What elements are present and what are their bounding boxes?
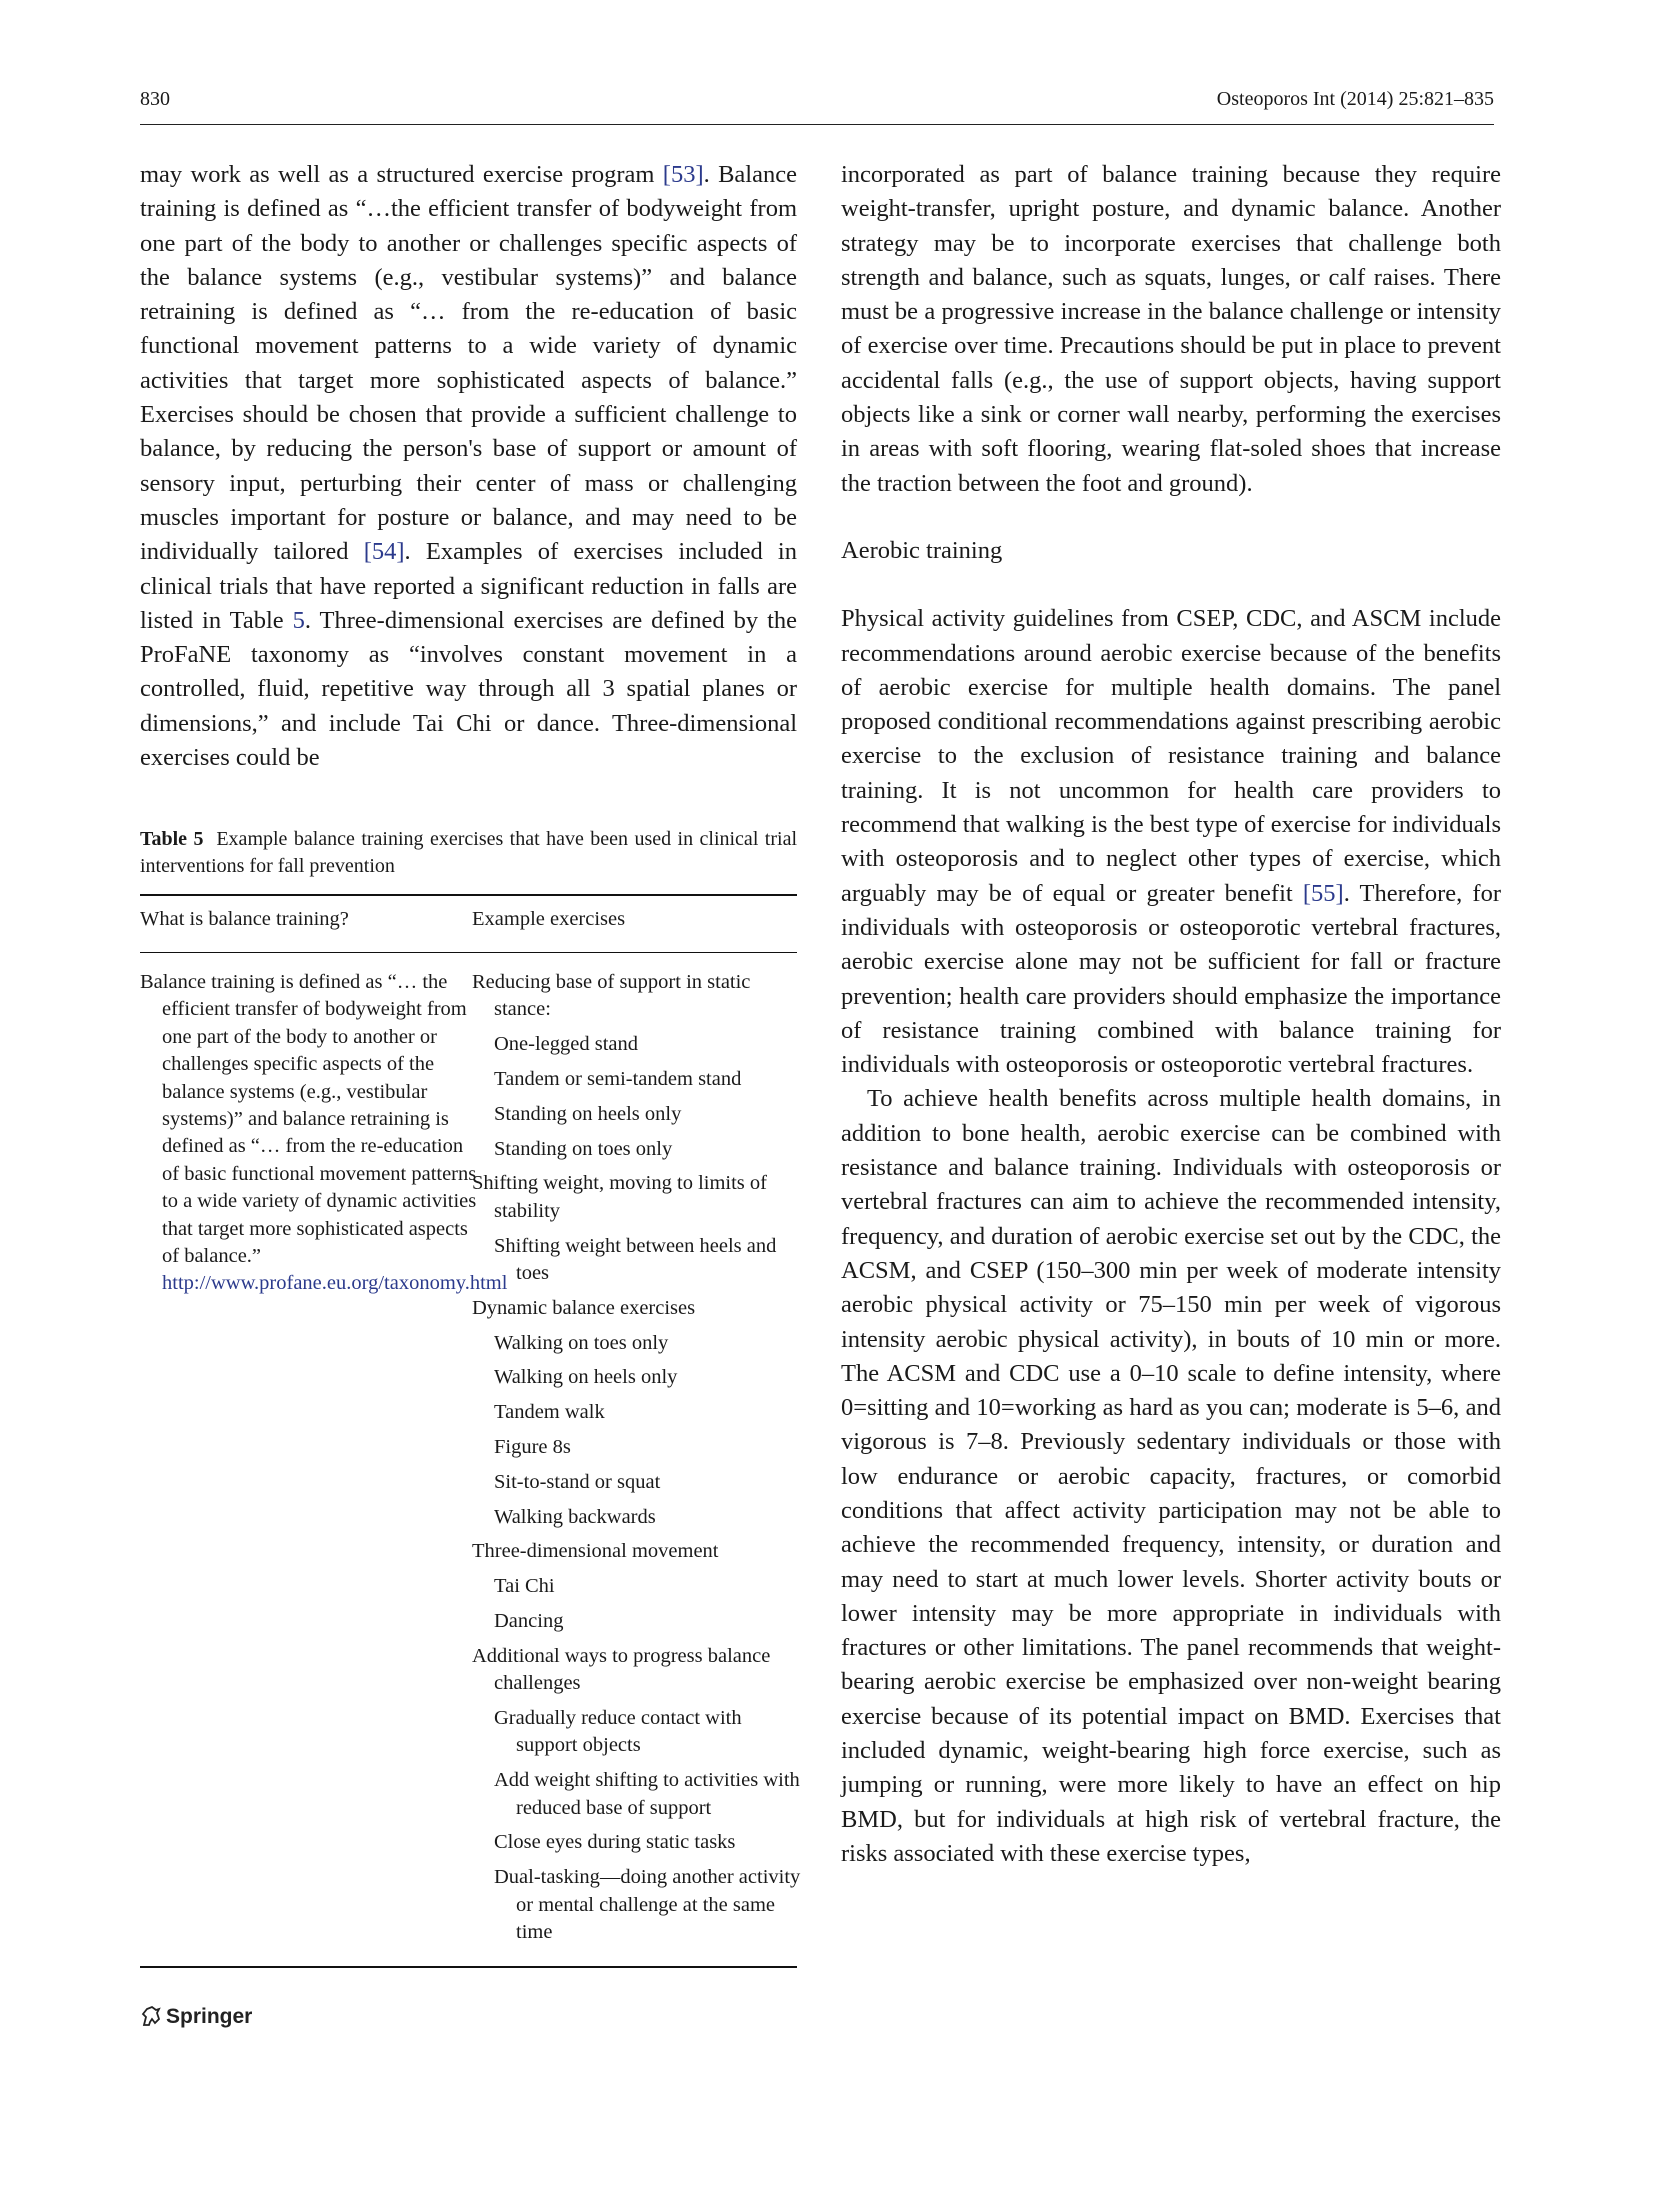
springer-horse-icon [140, 2005, 166, 2028]
example-category: Reducing base of support in static stance: [472, 971, 751, 1021]
header-rule [140, 124, 1494, 125]
column-header-examples: Example exercises [472, 908, 626, 930]
example-exercise: Close eyes during static tasks [494, 1831, 736, 1854]
left-paragraph [140, 158, 797, 775]
example-exercise: Tandem walk [494, 1401, 605, 1424]
text-run: . Three-dimensional exercises are defined by the ProFaNE taxonomy as “involves constant movement in a controlled, fluid, repetitive way through all 3 spatial planes or dimensions,” and include Tai Chi or dance. Three-dimensional exercises could be [140, 606, 797, 772]
text-run: . Therefore, for individuals with osteoporosis or osteoporotic vertebral fractures, aerobic exercise alone may not be sufficient for fall or fracture prevention; health care providers should emphasize the importance of resistance training combined with balance training for individuals with osteoporosis or osteoporotic vertebral fractures. [841, 879, 1501, 1079]
example-exercise: Dancing [494, 1609, 564, 1632]
text-run: Physical activity guidelines from CSEP, CDC, and ASCM include recommendations around aerobic exercise because of the benefits of aerobic exercise for multiple health domains. The panel proposed conditional recommendations against prescribing aerobic exercise to the exclusion of resistance training and balance training. It is not uncommon for health care providers to recommend that walking is the best type of exercise for individuals with osteoporosis and to neglect other types of exercise, which arguably may be of equal or greater benefit [841, 605, 1501, 907]
table-5-link[interactable]: 5 [292, 606, 305, 634]
example-exercise: Gradually reduce contact with support objects [494, 1706, 742, 1757]
example-exercise: Walking on heels only [494, 1366, 678, 1389]
example-exercise: Add weight shifting to activities with reduced base of support [494, 1769, 800, 1819]
text-run: . Balance training is defined as “…the efficient transfer of bodyweight from one part of the body to another or challenges specific aspects of the balance systems (e.g., vestibular systems)” and balance retraining is defined as “… from the re-education of basic functional movement patterns to a wide variety of dynamic activities that target more sophisticated aspects of balance.” Exercises should be chosen that provide a sufficient challenge to balance, by reducing the person's base of support or amount of sensory input, perturbing their center of mass or challenging muscles important for posture or balance, and may need to be individually tailored [140, 161, 797, 566]
text-run: may work as well as a structured exercise program [140, 161, 663, 188]
publisher-footer [140, 2005, 252, 2029]
example-category: Three-dimensional movement [472, 1540, 719, 1563]
examples-cell [472, 969, 802, 1954]
table-body [140, 953, 801, 1966]
profane-taxonomy-link[interactable]: http://www.profane.eu.org/taxonomy.html [162, 1272, 508, 1295]
example-exercise: Walking on toes only [494, 1331, 669, 1354]
example-exercise: Figure 8s [494, 1435, 571, 1458]
example-exercise: Shifting weight between heels and toes [494, 1234, 777, 1284]
right-paragraph-2 [841, 602, 1501, 1082]
example-category: Shifting weight, moving to limits of stability [472, 1172, 767, 1222]
example-exercise: Sit-to-stand or squat [494, 1470, 661, 1493]
journal-reference: Osteoporos Int (2014) 25:821–835 [1216, 88, 1494, 110]
section-heading-aerobic: Aerobic training [841, 536, 1003, 564]
example-exercise: Walking backwards [494, 1505, 656, 1528]
example-exercise: Standing on toes only [494, 1137, 673, 1160]
example-category: Additional ways to progress balance challenges [472, 1644, 771, 1695]
page-number: 830 [140, 88, 170, 110]
table-caption [140, 826, 797, 880]
running-header [140, 88, 1494, 120]
definition-cell [140, 969, 508, 1298]
example-exercise: Tai Chi [494, 1575, 555, 1598]
left-column [140, 158, 797, 775]
example-exercise: One-legged stand [494, 1033, 639, 1056]
publisher-name: Springer [166, 2005, 253, 2028]
table-5 [140, 826, 801, 1968]
example-exercise: Standing on heels only [494, 1102, 682, 1125]
example-category: Dynamic balance exercises [472, 1296, 696, 1319]
definition-text: Balance training is defined as “… the efficient transfer of bodyweight from one part of the body to another or challenges specific aspects of the balance systems (e.g., vestibular systems)” and balance retraining is defined as “… from the re-education of basic functional movement patterns to a wide variety of dynamic activities that target more sophisticated aspects of balance.” [140, 971, 477, 1268]
right-paragraph-3: To achieve health benefits across multiple health domains, in addition to bone health, aerobic exercise can be combined with resistance and balance training. Individuals with osteoporosis or vertebral fractures can aim to achieve the recommended intensity, frequency, and duration of aerobic exercise set out by the CDC, the ACSM, and CSEP (150–300 min per week of moderate intensity aerobic physical activity or 75–150 min per week of vigorous intensity aerobic physical activity), in bouts of 10 min or more. The ACSM and CDC use a 0–10 scale to define intensity, where 0=sitting and 10=working as hard as you can; moderate is 5–6, and vigorous is 7–8. Previously sedentary individuals or those with low endurance or aerobic capacity, fractures, or comorbid conditions that affect activity participation may not be able to achieve the recommended frequency, intensity, or duration and may need to start at much lower levels. Shorter activity bouts or lower intensity may be more appropriate in individuals with fractures or other limitations. The panel recommends that weight-bearing aerobic exercise be emphasized over non-weight bearing exercise because of its potential impact on BMD. Exercises that included dynamic, weight-bearing high force exercise, such as jumping or running, were more likely to have an effect on hip BMD, but for individuals at high risk of vertebral fracture, the risks associated with these exercise types, [841, 1085, 1501, 1867]
table-bottom-rule [140, 1966, 797, 1968]
text-run: . Examples of exercises included in clinical trials that have reported a significant reduction in falls are listed in Table [140, 538, 797, 634]
table-label: Table 5 [140, 828, 204, 850]
citation-link-53[interactable]: [53] [662, 161, 704, 188]
example-exercise: Tandem or semi-tandem stand [494, 1068, 742, 1090]
table-caption-text: Example balance training exercises that have been used in clinical trial interventions for fall prevention [140, 828, 798, 877]
table-header-row [140, 896, 797, 952]
citation-link-54[interactable]: [54] [363, 538, 405, 566]
citation-link-55[interactable]: [55] [1302, 879, 1344, 907]
right-column [841, 158, 1501, 1871]
column-header-definition: What is balance training? [140, 908, 349, 930]
example-exercise: Dual-tasking—doing another activity or mental challenge at the same time [494, 1866, 801, 1943]
right-paragraph-1: incorporated as part of balance training because they require weight-transfer, upright posture, and dynamic balance. Another strategy may be to incorporate exercises that challenge both strength and balance, such as squats, lunges, or calf raises. There must be a progressive increase in the balance challenge or intensity of exercise over time. Precautions should be put in place to prevent accidental falls (e.g., the use of support objects, having support objects like a sink or corner wall nearby, performing the exercises in areas with soft flooring, wearing flat-soled shoes that increase the traction between the foot and ground). [841, 161, 1501, 497]
